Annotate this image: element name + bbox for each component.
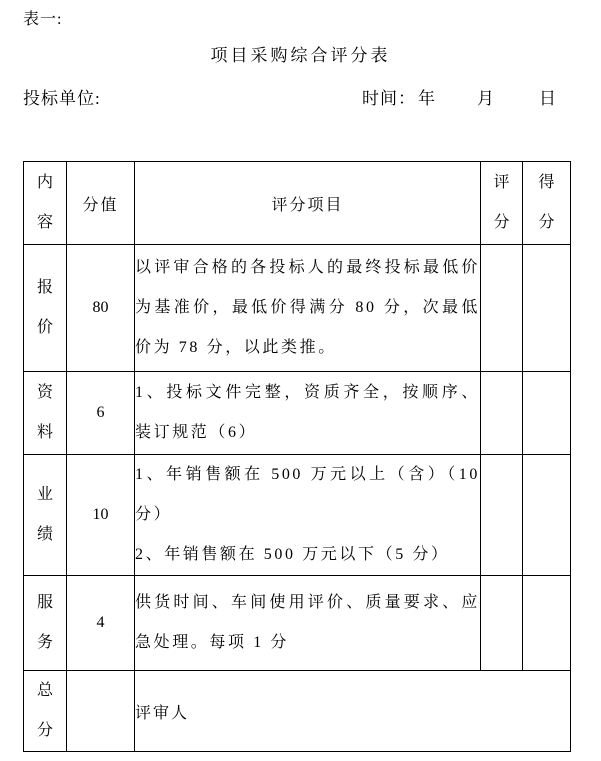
scoring-item-cell [135,576,481,671]
bidder-unit-label: 投标单位: [23,89,101,108]
header-obtained-score [523,162,571,245]
scoring-table [23,161,571,752]
header-review-score [481,162,523,245]
time-month-label: 月 [477,89,495,108]
scoring-item-text: 1、投标文件完整，资质齐全，按顺序、装订规范（6） [135,384,480,441]
table-row-quotation [24,245,571,372]
header-score-value-label: 分值 [82,196,119,214]
header-score-value [67,162,135,245]
header-obtained-score-label: 得分 [538,174,555,231]
table-row-performance [24,455,571,576]
score-value-cell: 80 [67,245,135,372]
header-review-score-label: 评分 [493,174,510,231]
reviewer-cell: 评审人 [135,671,571,752]
obtained-score-cell [523,455,571,576]
category-cell [24,372,67,455]
scoring-item-text: 供货时间、车间使用评价、质量要求、应急处理。每项 1 分 [135,594,480,651]
scoring-item-text: 以评审合格的各投标人的最终投标最低价为基准价，最低价得满分 80 分，次最低价为 78 分，以此类推。 [135,259,480,356]
score-value-cell: 6 [67,372,135,455]
score-value-cell: 4 [67,576,135,671]
obtained-score-cell [523,576,571,671]
table-header-row [24,162,571,245]
scoring-item-cell [135,455,481,576]
scoring-item-cell [135,372,481,455]
time-day-label: 日 [539,89,557,108]
category-label: 服务 [36,594,53,651]
table-number-label: 表一: [23,11,63,28]
time-year-label: 年 [418,89,436,108]
table-row-total [24,671,571,752]
category-cell [24,455,67,576]
time-label: 时间： [362,89,416,108]
category-label: 总分 [36,682,53,739]
total-score-value-cell [67,671,135,752]
table-row-documents [24,372,571,455]
review-score-cell [481,245,523,372]
category-label: 业绩 [36,486,53,543]
review-score-cell [481,455,523,576]
obtained-score-cell [523,372,571,455]
obtained-score-cell [523,245,571,372]
scoring-item-cell [135,245,481,372]
category-cell [24,671,67,752]
page-title: 项目采购综合评分表 [210,46,391,65]
category-label: 报价 [36,279,53,336]
header-content [24,162,67,245]
header-content-label: 内容 [36,174,53,231]
scoring-item-text: 1、年销售额在 500 万元以上（含）（10 分） [135,466,480,523]
scoring-item-text: 2、年销售额在 500 万元以下（5 分） [135,546,450,563]
review-score-cell [481,576,523,671]
time-fields [362,84,557,109]
category-cell [24,576,67,671]
category-label: 资料 [36,384,53,441]
header-scoring-item [135,162,481,245]
table-row-service [24,576,571,671]
review-score-cell [481,372,523,455]
category-cell [24,245,67,372]
header-scoring-item-label: 评分项目 [271,196,344,214]
score-value-cell: 10 [67,455,135,576]
